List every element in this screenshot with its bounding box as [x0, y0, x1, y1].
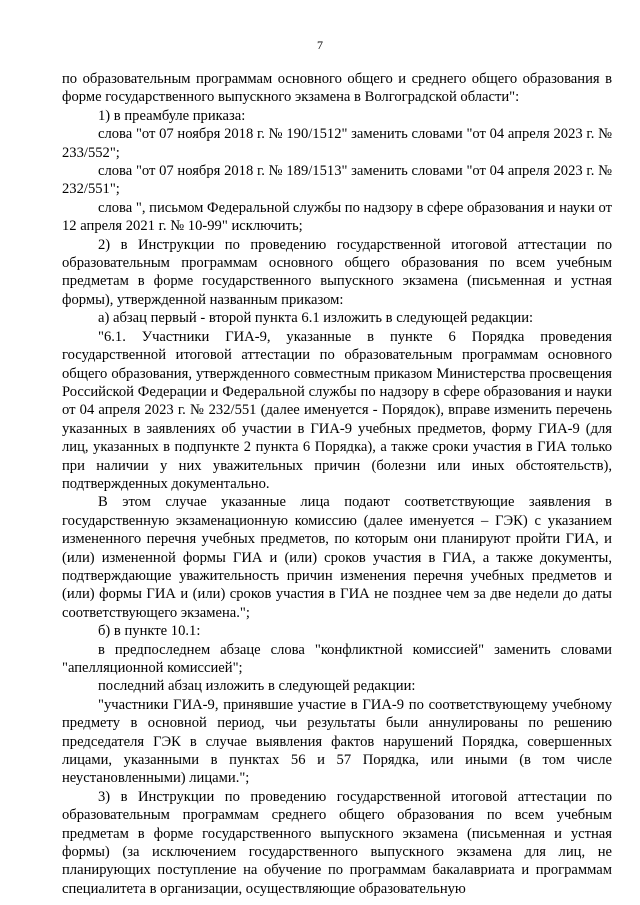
paragraph-last-paragraph-intro: последний абзац изложить в следующей редакции: [98, 678, 416, 695]
paragraph-item-1-preamble: 1) в преамбуле приказа: [98, 107, 246, 124]
paragraph-exclude-letter: слова ", письмом Федеральной службы по надзору в сфере образования и науки от 12 апреля 2021 г. № 10-99" исключить; [62, 199, 612, 235]
paragraph-replace-190-1512: слова "от 07 ноября 2018 г. № 190/1512" заменить словами "от 04 апреля 2023 г. № 233/552"; [62, 126, 612, 161]
page-number: 7 [317, 38, 323, 52]
paragraph-replace-189-1513: слова "от 07 ноября 2018 г. № 189/1513" заменить словами "от 04 апреля 2023 г. № 232/551"; [62, 163, 612, 198]
paragraph-subitem-a: а) абзац первый - второй пункта 6.1 изложить в следующей редакции: [98, 310, 534, 327]
paragraph-item-3-instruction: 3) в Инструкции по проведению государственной итоговой аттестации по образовательным программам среднего общего образования по всем учебным предметам в форме государственного выпускного экзамена (письменная и устная формы) (за исключением государственного выпускного экзамена для лиц, не планирующих поступление на обучение по программам бакалавриата и программам специалитета в организации, осуществляющие образовательную [62, 788, 612, 897]
paragraph-clause-6-1: "6.1. Участники ГИА-9, указанные в пункте 6 Порядка проведения государственной итоговой аттестации по образовательным программам основного общего образования, утвержденного совместным приказом Министерства просвещения Российской Федерации и Федеральной службы по надзору в сфере образования и науки от 04 апреля 2023 г. № 232/551 (далее именуется - Порядок), вправе изменить перечень указанных в заявлениях об участии в ГИА-9 учебных предметов, форму ГИА-9 (для лиц, указанных в подпункте 2 пункта 6 Порядка), а также сроки участия в ГИА только при наличии у них уважительных причин (болезни или иных обстоятельств), подтвержденных документально. [62, 328, 612, 492]
paragraph-participants-gia-9: "участники ГИА-9, принявшие участие в ГИА-9 по соответствующему учебному предмету в основной период, чьи результаты были аннулированы по решению председателя ГЭК в случае выявления фактов нарушений Порядка, совершенных лицами, указанными в пунктах 56 и 57 Порядка, или иными (в том числе неустановленными) лицами."; [62, 696, 612, 787]
paragraph-subitem-b: б) в пункте 10.1: [98, 623, 201, 640]
paragraph-item-2-instruction: 2) в Инструкции по проведению государственной итоговой аттестации по образовательным программам основного общего образования по всем учебным предметам в форме государственного выпускного экзамена (письменная и устная формы), утвержденной названным приказом: [62, 236, 612, 308]
document-body [62, 70, 612, 898]
paragraph-gek-applications: В этом случае указанные лица подают соответствующие заявления в государственную экзаменационную комиссию (далее именуется – ГЭК) с указанием измененного перечня учебных предметов, по которым они планируют пройти ГИА, и (или) измененной формы ГИА и (или) сроков участия в ГИА, а также документы, подтверждающие уважительность причин изменения перечня учебных предметов и (или) формы ГИА и (или) сроков участия в ГИА не позднее чем за две недели до даты соответствующего экзамена."; [62, 494, 612, 621]
paragraph-penultimate-replace: в предпоследнем абзаце слова "конфликтной комиссией" заменить словами "апелляционной комиссией"; [62, 641, 612, 676]
paragraph-continuation: по образовательным программам основного общего и среднего общего образования в форме государственного выпускного экзамена в Волгоградской области": [62, 71, 612, 106]
